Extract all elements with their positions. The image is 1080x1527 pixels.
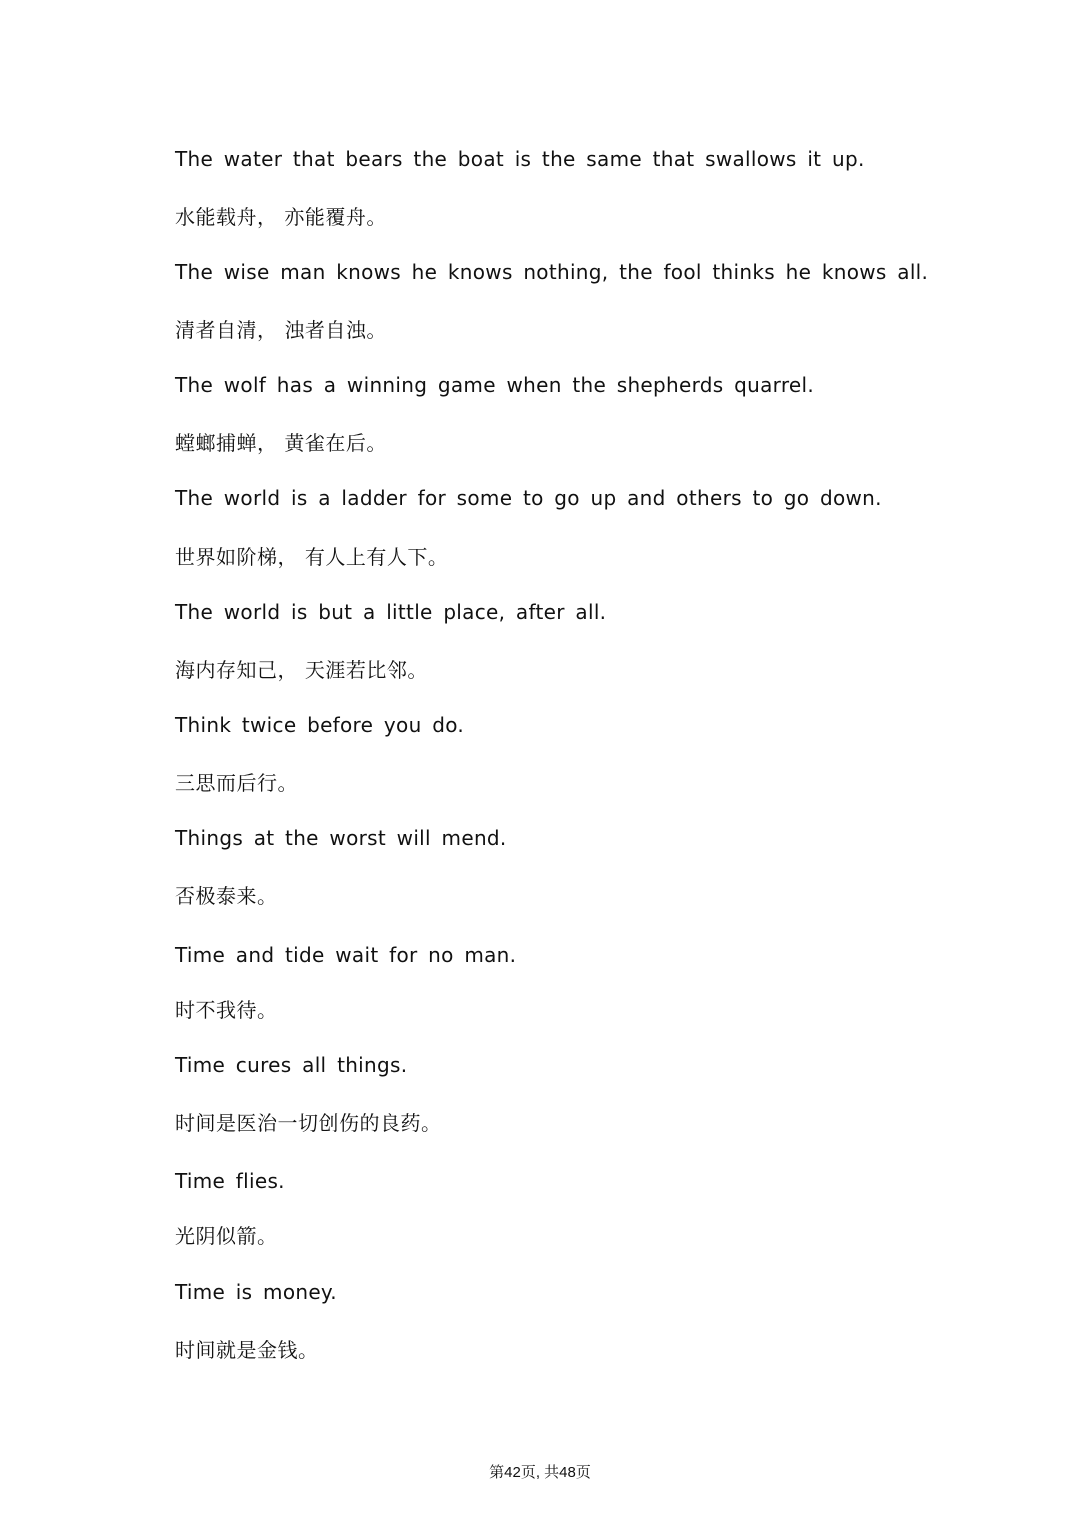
proverb-chinese: 三思而后行。 xyxy=(175,771,298,795)
proverb-chinese: 世界如阶梯， 有人上有人下。 xyxy=(175,545,449,569)
proverb-chinese: 清者自清， 浊者自浊。 xyxy=(175,318,387,342)
proverb-chinese: 时间就是金钱。 xyxy=(175,1338,319,1362)
proverb-english: Time is money. xyxy=(175,1280,337,1304)
proverb-english: The world is but a little place, after all. xyxy=(175,600,607,624)
proverb-english: The wise man knows he knows nothing, the fool thinks he knows all. xyxy=(175,260,929,284)
proverb-chinese: 时不我待。 xyxy=(175,998,278,1022)
proverb-english: Time and tide wait for no man. xyxy=(175,943,517,967)
proverb-chinese: 时间是医治一切创伤的良药。 xyxy=(175,1111,442,1135)
proverb-english: Time flies. xyxy=(175,1169,285,1193)
proverb-chinese: 螳螂捕蝉， 黄雀在后。 xyxy=(175,431,387,455)
proverb-chinese: 海内存知己， 天涯若比邻。 xyxy=(175,658,428,682)
proverb-english: The world is a ladder for some to go up and others to go down. xyxy=(175,486,882,510)
proverb-english: Things at the worst will mend. xyxy=(175,826,507,850)
proverb-english: Time cures all things. xyxy=(175,1053,408,1077)
proverb-chinese: 光阴似箭。 xyxy=(175,1224,278,1248)
proverb-english: The wolf has a winning game when the shepherds quarrel. xyxy=(175,373,815,397)
page-number-footer: 第42页, 共48页 xyxy=(489,1464,591,1481)
proverb-english: The water that bears the boat is the same that swallows it up. xyxy=(175,147,865,171)
proverb-english: Think twice before you do. xyxy=(175,713,465,737)
proverb-chinese: 水能载舟， 亦能覆舟。 xyxy=(175,205,387,229)
proverb-chinese: 否极泰来。 xyxy=(175,884,278,908)
